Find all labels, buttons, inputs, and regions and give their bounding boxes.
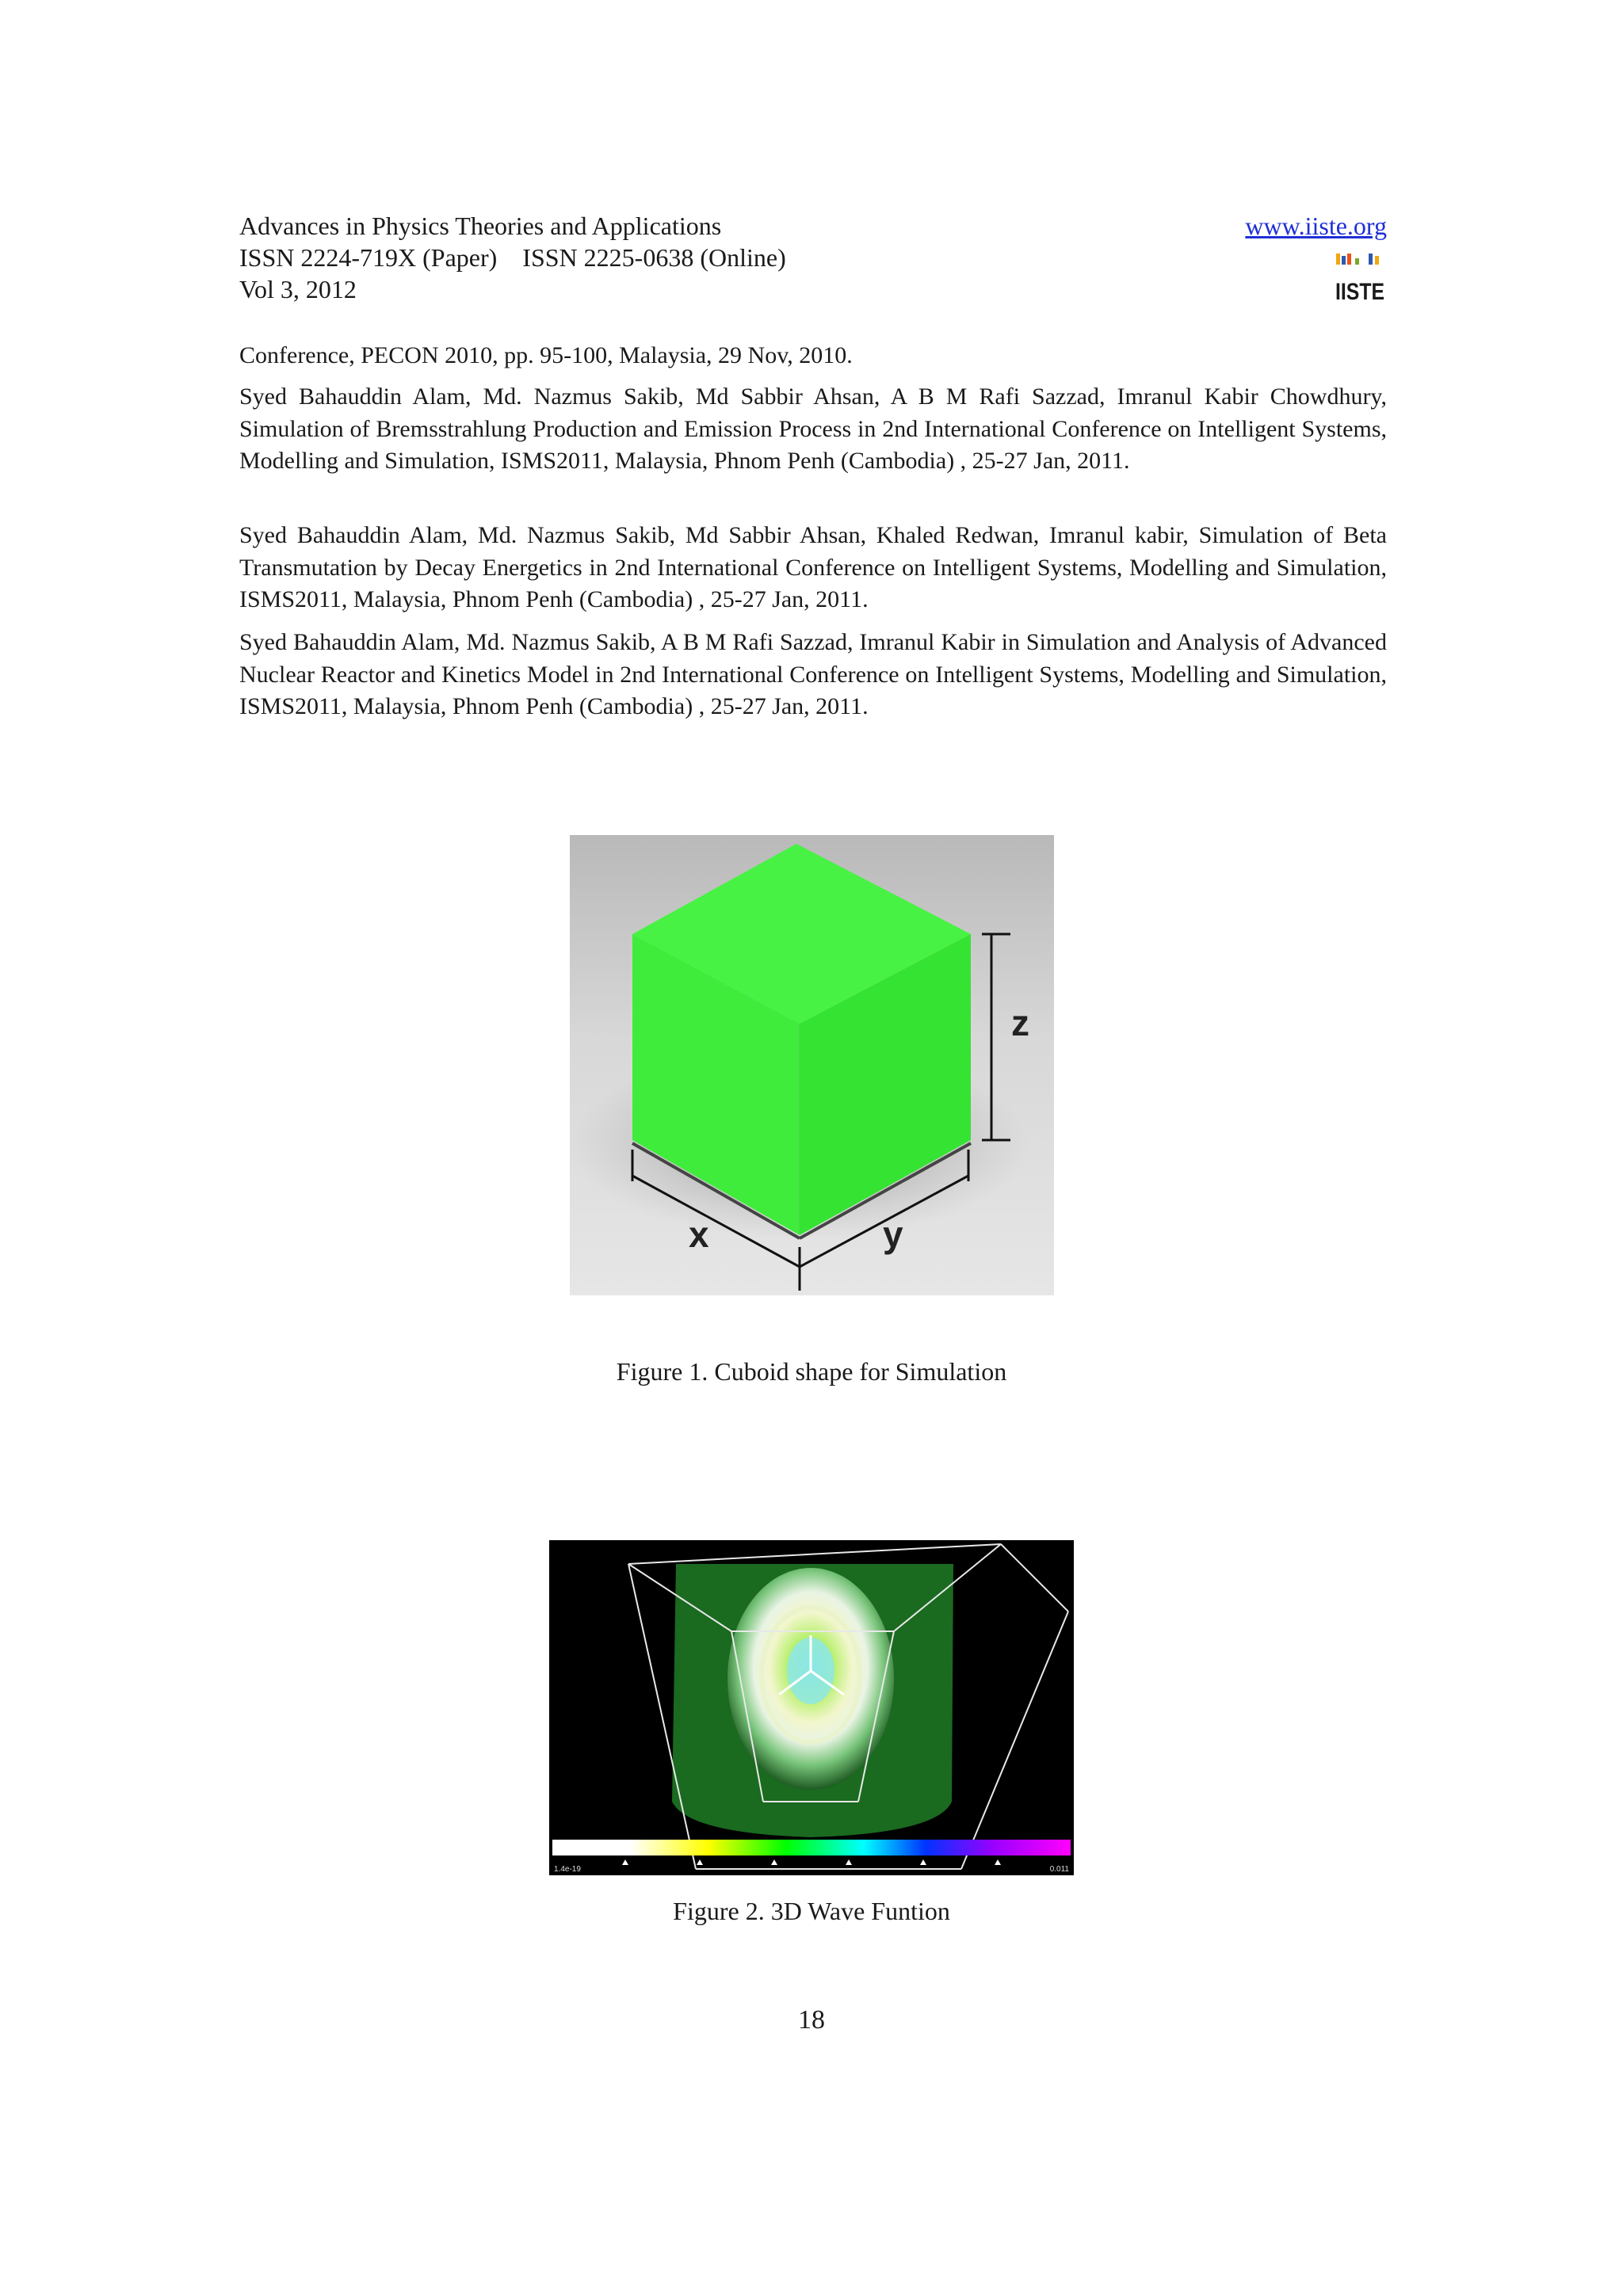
reference-3: Syed Bahauddin Alam, Md. Nazmus Sakib, Md Sabbir Ahsan, Khaled Redwan, Imranul kabir, Simulation of Beta Transmutation by Decay Energetics in 2nd International Conference on Intelligent Systems, Modelling and Simulation, ISMS2011, Malaysia, Phnom Penh (Cambodia) , 25-27 Jan, 2011. [239,522,1387,612]
figure-1-caption: Figure 1. Cuboid shape for Simulation [616,1357,1007,1386]
page-number: 18 [798,2005,825,2035]
reference-1: Conference, PECON 2010, pp. 95-100, Malaysia, 29 Nov, 2010. [239,342,853,368]
figure-1-image [570,835,1054,1295]
colorbar [552,1840,1071,1855]
colorbar-min-label: 1.4e-19 [554,1865,581,1874]
issn-line: ISSN 2224-719X (Paper) ISSN 2225-0638 (Online) [239,243,786,272]
journal-title: Advances in Physics Theories and Applications [239,212,722,240]
figure-2-caption: Figure 2. 3D Wave Funtion [673,1897,950,1925]
y-label: y [883,1214,903,1255]
website-link[interactable]: www.iiste.org [1245,212,1387,240]
volume-line: Vol 3, 2012 [239,275,357,303]
logo-text: IISTE [1335,279,1384,305]
z-label: z [1011,1002,1029,1043]
figure-2-image [549,1540,1074,1875]
iiste-logo [1334,252,1386,304]
colorbar-max-label: 0.011 [1049,1865,1069,1874]
x-label: x [689,1214,709,1255]
reference-4: Syed Bahauddin Alam, Md. Nazmus Sakib, A B M Rafi Sazzad, Imranul Kabir in Simulation and Analysis of Advanced Nuclear Reactor and Kinetics Model in 2nd International Conference on Intelligent Systems, Modelling and Simulation, ISMS2011, Malaysia, Phnom Penh (Cambodia) , 25-27 Jan, 2011. [239,629,1387,719]
reference-2: Syed Bahauddin Alam, Md. Nazmus Sakib, Md Sabbir Ahsan, A B M Rafi Sazzad, Imranul Kabir Chowdhury, Simulation of Bremsstrahlung Production and Emission Process in 2nd International Conference on Intelligent Systems, Modelling and Simulation, ISMS2011, Malaysia, Phnom Penh (Cambodia) , 25-27 Jan, 2011. [239,383,1387,474]
